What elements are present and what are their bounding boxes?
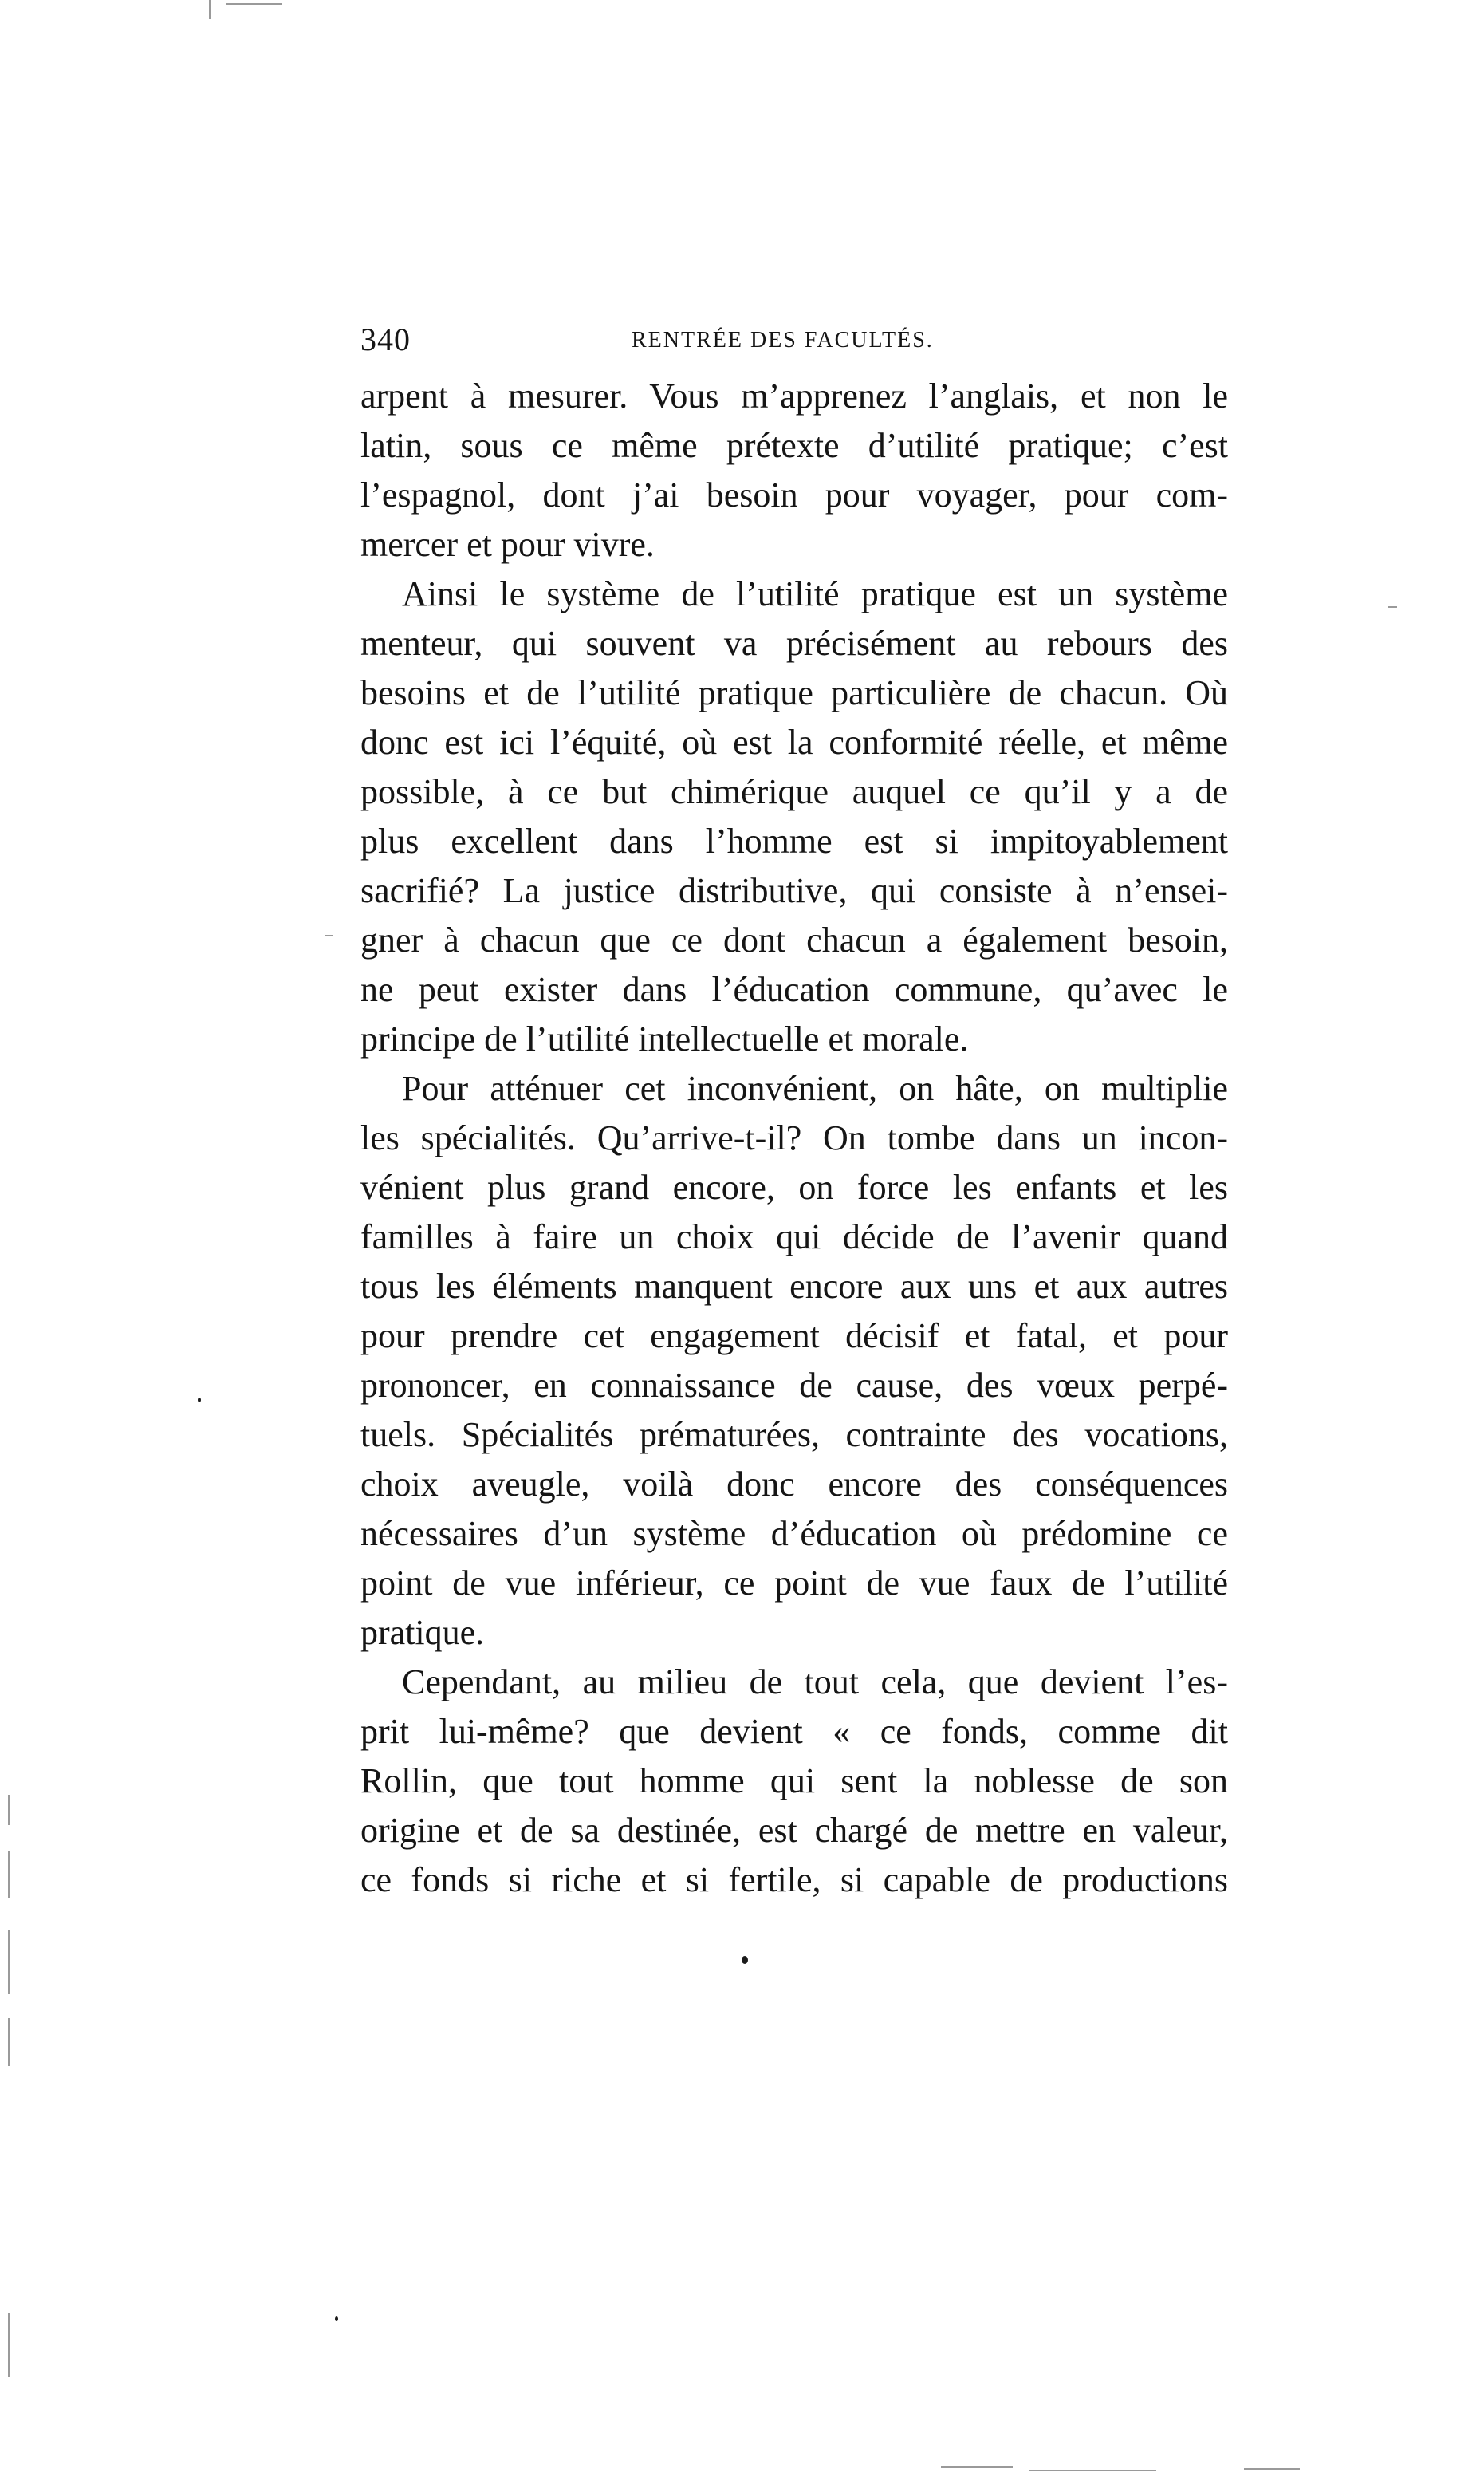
scan-mark — [209, 0, 211, 19]
text-line: Rollin, que tout homme qui sent la noblesse de son — [360, 1761, 1228, 1800]
scan-mark — [8, 1851, 10, 1898]
text-line: Cependant, au milieu de tout cela, que devient l’es- — [402, 1662, 1228, 1701]
text-line: vénient plus grand encore, on force les enfants et les — [360, 1168, 1228, 1207]
text-line: prononcer, en connaissance de cause, des vœux perpé- — [360, 1366, 1228, 1405]
text-line: plus excellent dans l’homme est si impitoyablement — [360, 822, 1228, 861]
text-line: principe de l’utilité intellectuelle et morale. — [360, 1019, 969, 1059]
text-line: les spécialités. Qu’arrive-t-il? On tombe dans un incon- — [360, 1118, 1228, 1157]
text-line: pratique. — [360, 1613, 485, 1652]
text-line: arpent à mesurer. Vous m’apprenez l’anglais, et non le — [360, 377, 1228, 416]
text-line: ne peut exister dans l’éducation commune, qu’avec le — [360, 970, 1228, 1009]
page-number: 340 — [360, 321, 411, 357]
scan-mark — [1244, 2468, 1300, 2470]
text-line: besoins et de l’utilité pratique particulière de chacun. Où — [360, 673, 1228, 712]
text-line: pour prendre cet engagement décisif et fatal, et pour — [360, 1316, 1228, 1355]
scan-mark — [1029, 2470, 1156, 2471]
scan-mark — [226, 3, 282, 5]
text-line: sacrifié? La justice distributive, qui consiste à n’ensei- — [360, 871, 1228, 910]
text-line: familles à faire un choix qui décide de l’avenir quand — [360, 1217, 1228, 1256]
scan-mark — [325, 935, 333, 936]
text-line: menteur, qui souvent va précisément au rebours des — [360, 624, 1228, 663]
scan-mark — [1388, 606, 1397, 608]
text-line: point de vue inférieur, ce point de vue faux de l’utilité — [360, 1563, 1228, 1603]
ink-dot — [198, 1398, 201, 1402]
ink-dot — [742, 1956, 748, 1964]
text-line: latin, sous ce même prétexte d’utilité pratique; c’est — [360, 426, 1228, 465]
scan-mark — [941, 2466, 1013, 2468]
text-line: choix aveugle, voilà donc encore des conséquences — [360, 1465, 1228, 1504]
text-line: Ainsi le système de l’utilité pratique est un système — [402, 574, 1228, 613]
scan-mark — [8, 2018, 10, 2066]
text-line: Pour atténuer cet inconvénient, on hâte, on multiplie — [402, 1069, 1228, 1108]
text-line: possible, à ce but chimérique auquel ce qu’il y a de — [360, 772, 1228, 811]
text-line: ce fonds si riche et si fertile, si capable de productions — [360, 1860, 1228, 1899]
text-line: l’espagnol, dont j’ai besoin pour voyager, pour com- — [360, 475, 1228, 515]
ink-dot — [335, 2316, 338, 2321]
running-title: RENTRÉE DES FACULTÉS. — [632, 328, 934, 353]
text-line: mercer et pour vivre. — [360, 525, 655, 564]
scan-mark — [8, 1930, 10, 1994]
text-line: prit lui-même? que devient « ce fonds, comme dit — [360, 1712, 1228, 1751]
text-line: tuels. Spécialités prématurées, contrainte des vocations, — [360, 1415, 1228, 1454]
running-head — [360, 317, 1228, 362]
scan-mark — [8, 1795, 10, 1825]
text-line: nécessaires d’un système d’éducation où prédomine ce — [360, 1514, 1228, 1553]
text-line: tous les éléments manquent encore aux uns et aux autres — [360, 1267, 1228, 1306]
scan-mark — [8, 2313, 10, 2377]
text-line: gner à chacun que ce dont chacun a également besoin, — [360, 921, 1228, 960]
text-line: origine et de sa destinée, est chargé de mettre en valeur, — [360, 1811, 1228, 1850]
body-text — [360, 372, 1228, 1905]
text-line: donc est ici l’équité, où est la conformité réelle, et même — [360, 723, 1228, 762]
